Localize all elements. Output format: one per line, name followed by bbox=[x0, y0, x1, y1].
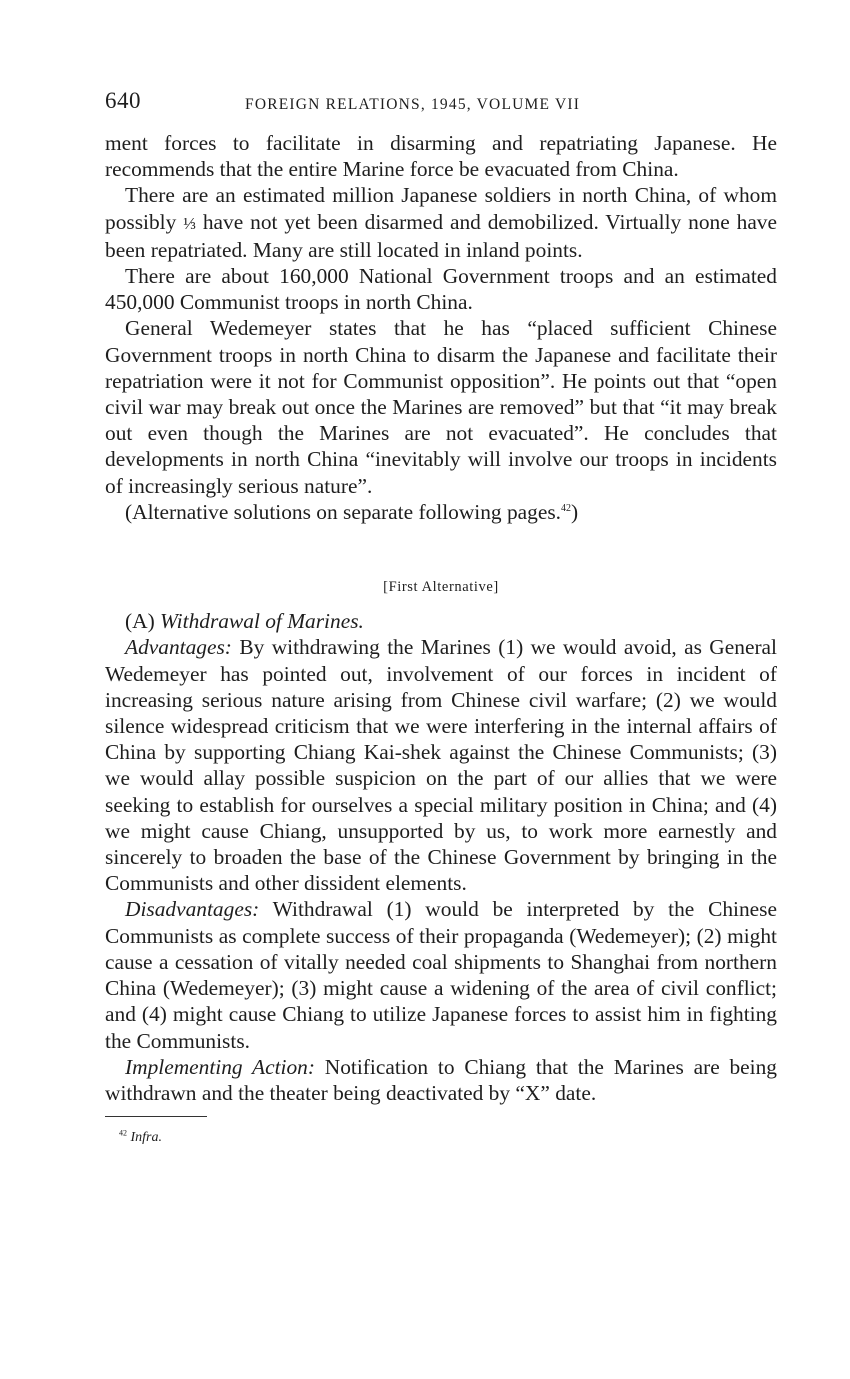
footnote-ref: 42 bbox=[561, 502, 572, 514]
advantages-label: Advantages: bbox=[125, 635, 232, 660]
disadvantages-label: Disadvantages: bbox=[125, 897, 260, 922]
paragraph-disadvantages bbox=[105, 896, 777, 1053]
footnote bbox=[105, 1125, 777, 1151]
heading-title: Withdrawal of Marines. bbox=[160, 609, 364, 634]
footnote-text: Infra. bbox=[127, 1130, 162, 1146]
footnote-divider bbox=[105, 1116, 207, 1117]
implementing-text: Notification to Chiang that the Marines are being withdrawn and the theater being deactivated by “X” date. bbox=[105, 1054, 777, 1105]
running-head: FOREIGN RELATIONS, 1945, VOLUME VII bbox=[245, 96, 581, 113]
paragraph-advantages bbox=[105, 634, 777, 896]
advantages-text: By withdrawing the Marines (1) we would avoid, as General Wedemeyer has pointed out, involvement of our forces in incident of increasing serious nature arising from Chinese civil warfare; (2) we would silence widespread criticism that we were interfering in the internal affairs of China by supporting Chiang Kai-shek against the Chinese Communists; (3) we would allay possible suspicion on the part of our allies that we were seeking to establish for ourselves a special military position in China; and (4) we might cause Chiang, unsupported by us, to work more earnestly and sincerely to broaden the base of the Chinese Government by bringing in the Communists and other dissident elements. bbox=[105, 635, 777, 896]
text-run: ) bbox=[571, 499, 579, 524]
section-label: [First Alternative] bbox=[383, 579, 499, 596]
fraction: ⅓ bbox=[183, 213, 196, 233]
text-run: There are an estimated million Japanese soldiers in north China, of whom possibly bbox=[105, 183, 777, 234]
alternative-heading bbox=[105, 608, 777, 634]
implementing-label: Implementing Action: bbox=[125, 1054, 315, 1079]
footnote-number: 42 bbox=[119, 1128, 127, 1138]
paragraph-implementing-action bbox=[105, 1054, 777, 1106]
paragraph-continuation: ment forces to facilitate in disarming and repatriating Japanese. He recommends that the entire Marine force be evacuated from China. bbox=[105, 131, 777, 182]
paragraph-japanese-soldiers bbox=[105, 182, 777, 263]
paragraph-alternatives-note bbox=[105, 499, 777, 525]
disadvantages-text: Withdrawal (1) would be interpreted by the Chinese Communists as complete success of their propaganda (Wedemeyer); (2) might cause a cessation of vitally needed coal shipments to Shanghai from northern China (Wedemeyer); (3) might cause a widening of the area of civil conflict; and (4) might cause Chiang to utilize Japanese forces to assist him in fighting the Communists. bbox=[105, 897, 777, 1053]
paragraph-troop-counts: There are about 160,000 National Government troops and an estimated 450,000 Communist troops in north China. bbox=[105, 264, 777, 315]
page-number: 640 bbox=[105, 88, 141, 113]
paragraph-wedemeyer: General Wedemeyer states that he has “placed sufficient Chinese Government troops in north China to disarm the Japanese and facilitate their repatriation were it not for Communist opposition”. He points out that “open civil war may break out once the Marines are removed” but that “it may break out even though the Marines are not evacuated”. He concludes that developments in north China “inevitably will involve our troops in incidents of increasingly serious nature”. bbox=[105, 316, 777, 498]
heading-prefix: (A) bbox=[125, 609, 161, 634]
text-run: have not yet been disarmed and demobilized. Virtually none have been repatriated. Many are still located in inland points. bbox=[105, 209, 777, 262]
document-page bbox=[105, 88, 777, 1151]
page-header bbox=[105, 88, 777, 118]
text-run: (Alternative solutions on separate following pages. bbox=[125, 499, 562, 524]
